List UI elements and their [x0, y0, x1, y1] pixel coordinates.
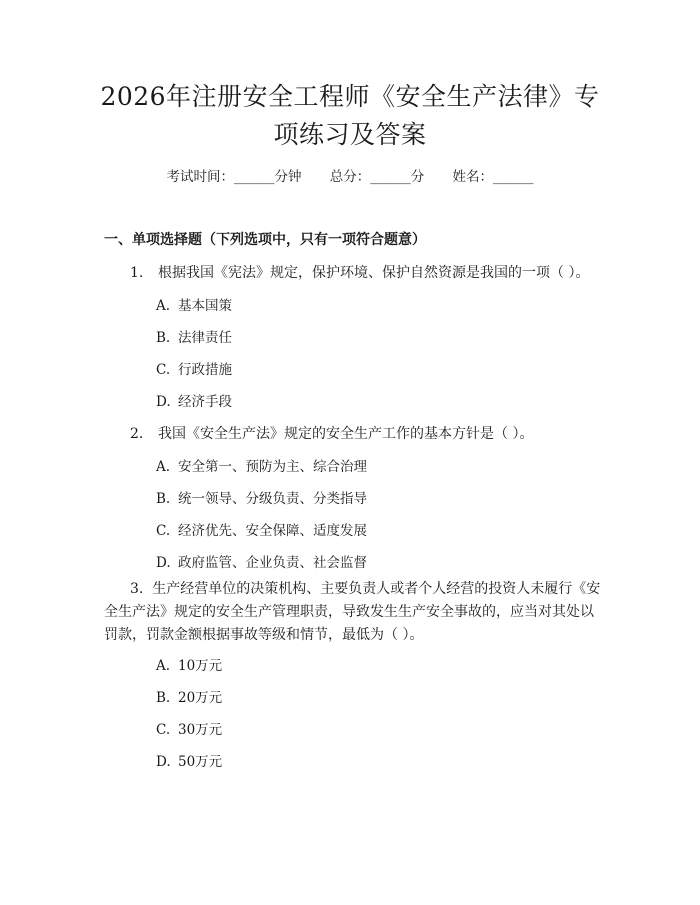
option-letter: D. [156, 555, 171, 571]
option-1b [156, 327, 232, 349]
question-text: 我国《安全生产法》规定的安全生产工作的基本方针是（ ）。 [158, 426, 534, 442]
question-number: 2. [130, 426, 144, 442]
option-3a [156, 655, 222, 677]
question-text: 根据我国《宪法》规定，保护环境、保护自然资源是我国的一项（ ）。 [158, 265, 590, 281]
option-text: 政府监管、企业负责、社会监督 [178, 555, 367, 571]
option-letter: A. [156, 459, 171, 475]
option-1a [156, 295, 232, 317]
option-text: 统一领导、分级负责、分类指导 [178, 491, 367, 507]
option-text: 30万元 [178, 722, 223, 738]
section-heading: 一、单项选择题（下列选项中，只有一项符合题意） [104, 232, 426, 248]
option-text: 经济手段 [178, 394, 232, 410]
option-text: 法律责任 [178, 330, 232, 346]
option-text: 50万元 [178, 754, 223, 770]
title-line-1: 2026年注册安全工程师《安全生产法律》专 [100, 82, 600, 111]
title-line-2: 项练习及答案 [273, 120, 427, 149]
question-2 [130, 423, 533, 445]
question-number: 1. [130, 265, 144, 281]
question-number: 3. [130, 581, 144, 597]
option-3b [156, 687, 222, 709]
option-text: 行政措施 [178, 362, 232, 378]
option-letter: A. [156, 658, 171, 674]
option-letter: B. [156, 690, 171, 706]
option-letter: A. [156, 298, 171, 314]
option-text: 经济优先、安全保障、适度发展 [178, 523, 367, 539]
option-text: 基本国策 [178, 298, 232, 314]
name-field: 姓名：______ [452, 169, 534, 185]
exam-time-field: 考试时间：______分钟 [166, 169, 302, 185]
option-letter: C. [156, 362, 171, 378]
exam-meta [0, 166, 700, 188]
option-1c [156, 359, 232, 381]
option-3d [156, 751, 222, 773]
option-text: 20万元 [178, 690, 223, 706]
option-text: 10万元 [178, 658, 223, 674]
option-2b [156, 488, 367, 510]
option-2d [156, 552, 367, 574]
option-2a [156, 456, 367, 478]
option-letter: D. [156, 394, 171, 410]
question-text: 生产经营单位的决策机构、主要负责人或者个人经营的投资人未履行《安全生产法》规定的安全生产管理职责，导致发生生产安全事故的，应当对其处以罚款，罚款金额根据事故等级和情节，最低为（ ）。 [104, 581, 601, 643]
option-letter: D. [156, 754, 171, 770]
question-1 [130, 262, 589, 284]
option-letter: C. [156, 722, 171, 738]
option-text: 安全第一、预防为主、综合治理 [178, 459, 367, 475]
option-3c [156, 719, 222, 741]
document-title [90, 78, 610, 154]
question-3 [104, 578, 604, 647]
option-letter: B. [156, 330, 171, 346]
option-letter: B. [156, 491, 171, 507]
option-1d [156, 391, 232, 413]
option-letter: C. [156, 523, 171, 539]
total-score-field: 总分：______分 [329, 169, 425, 185]
option-2c [156, 520, 367, 542]
